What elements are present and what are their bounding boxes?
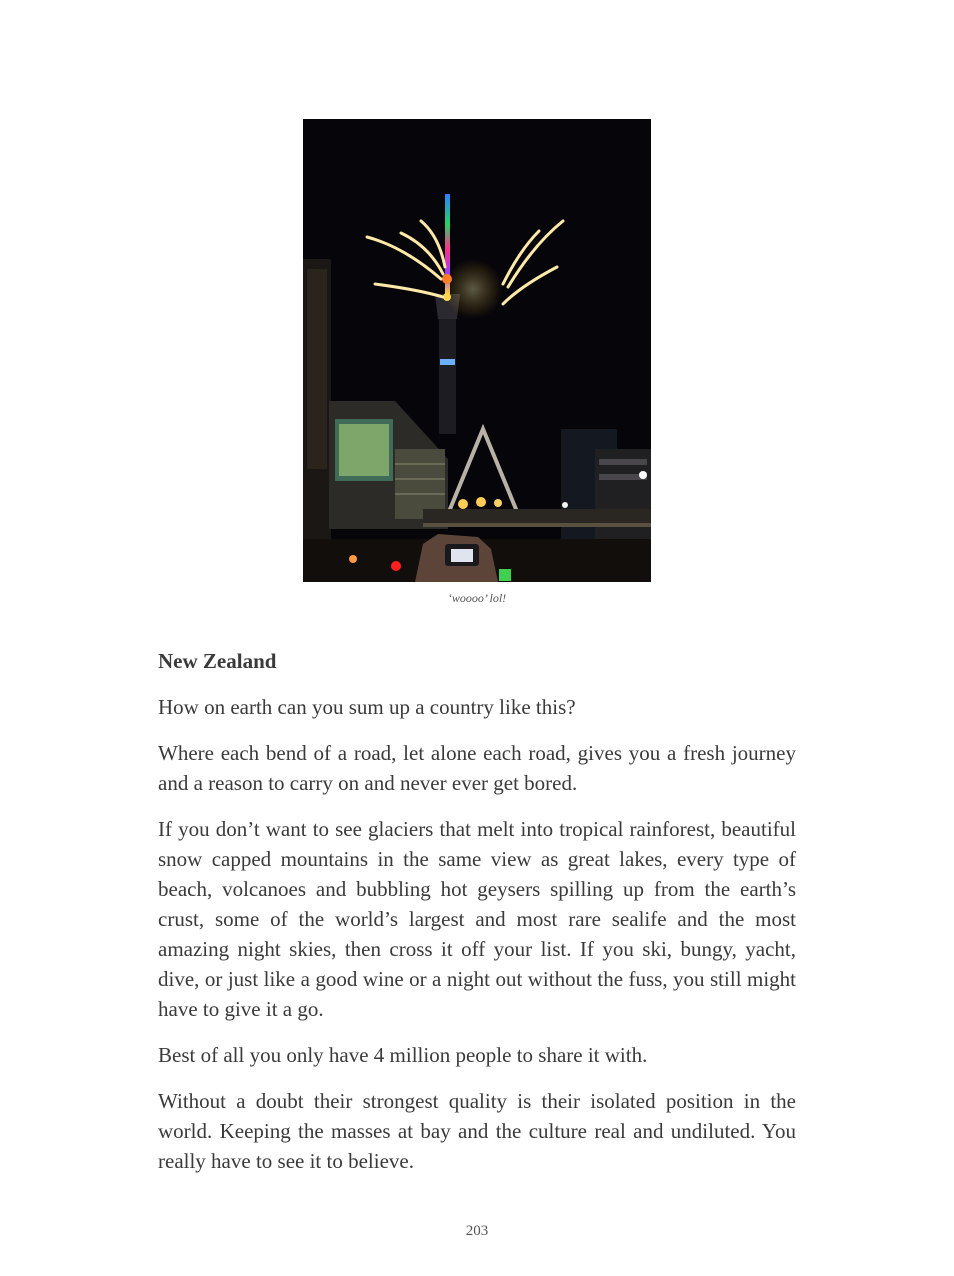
paragraph: Where each bend of a road, let alone each road, gives you a fresh journey and a reason to carry on and never ever get bored. xyxy=(158,741,796,795)
paragraph: If you don’t want to see glaciers that melt into tropical rainforest, beautiful snow capped mountains in the same view as great lakes, every type of beach, volcanoes and bubbling hot geysers spilling up from the earth’s crust, some of the world’s largest and most rare sealife and the most amazing night skies, then cross it off your list. If you ski, bungy, yacht, dive, or just like a good wine or a night out without the fuss, you still might have to give it a go. xyxy=(158,817,796,1021)
paragraph: How on earth can you sum up a country like this? xyxy=(158,695,576,719)
page-number: 203 xyxy=(465,1223,489,1239)
photo-caption: ‘woooo’ lol! xyxy=(447,591,507,605)
paragraph: Best of all you only have 4 million people to share it with. xyxy=(158,1043,648,1067)
fireworks-photo xyxy=(303,119,651,582)
paragraph: Without a doubt their strongest quality is their isolated position in the world. Keeping the masses at bay and the culture real and undiluted. You really have to see it to believe. xyxy=(158,1089,796,1173)
section-body xyxy=(158,646,796,1192)
section-heading: New Zealand xyxy=(158,649,277,673)
